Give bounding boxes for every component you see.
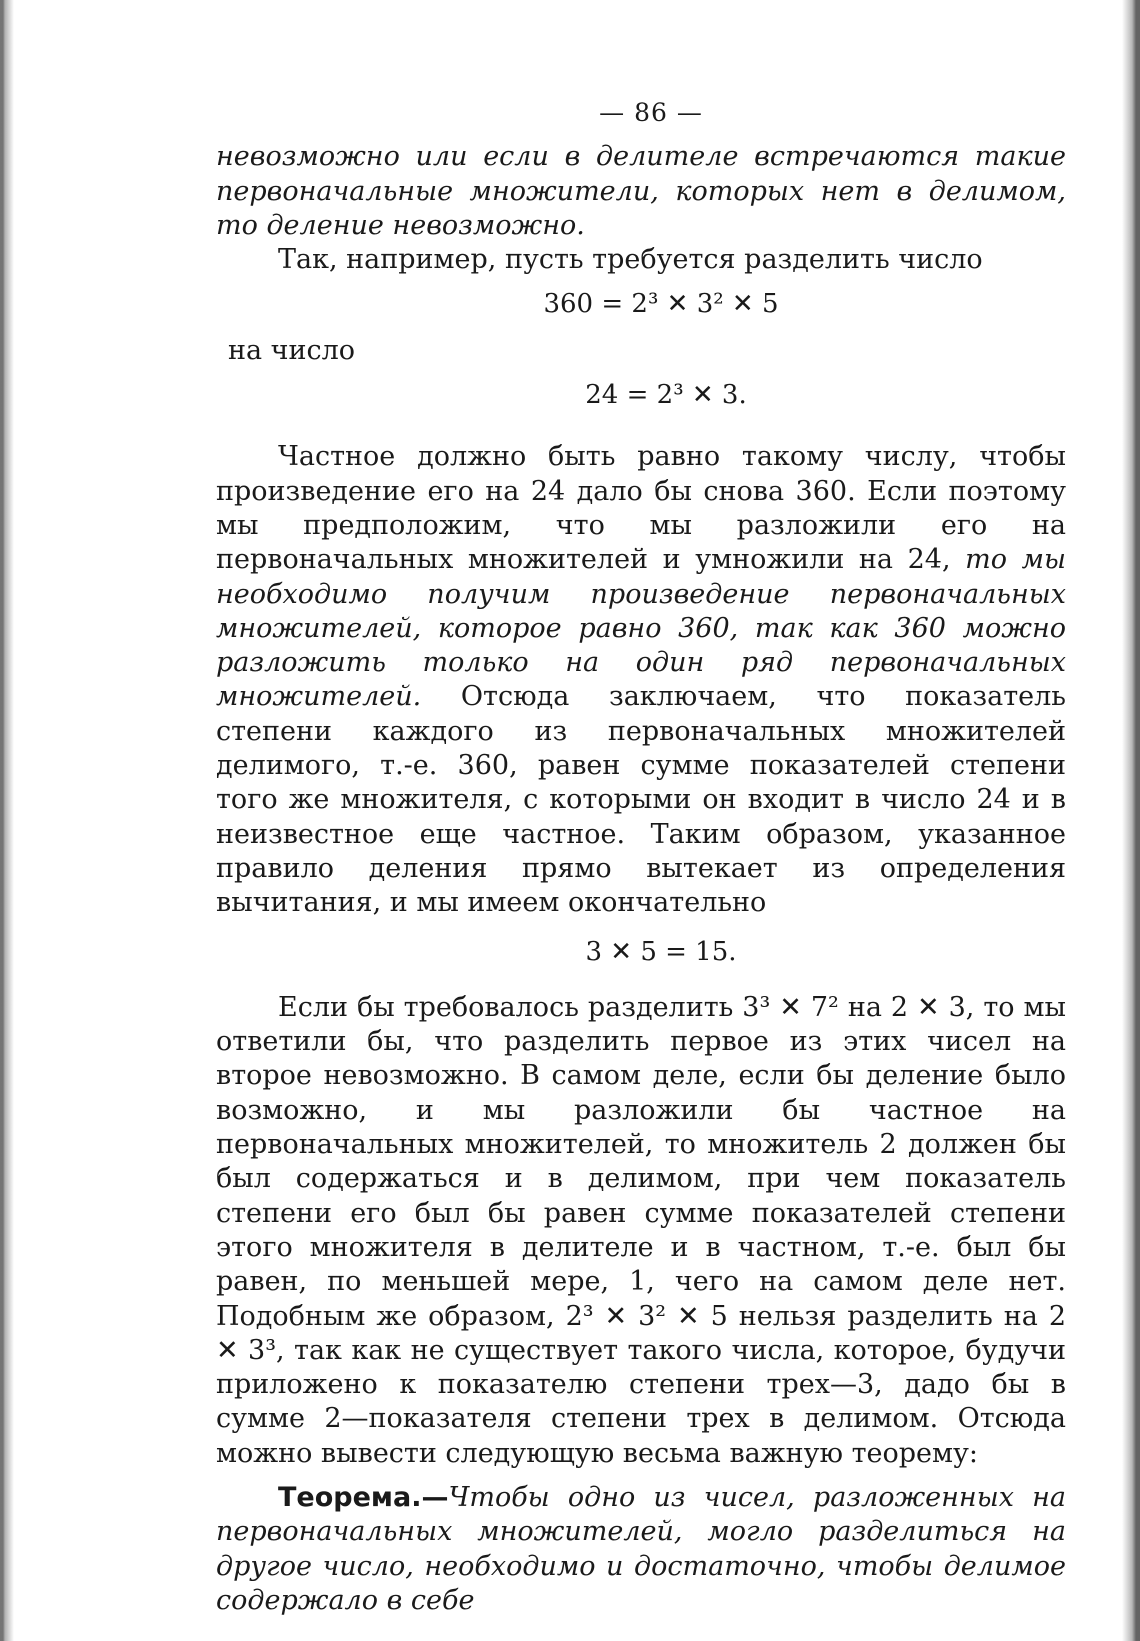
paragraph-quotient-tail: Отсюда заключаем, что показатель степени каждого из первоначальных множителей делимого, т.-е. 360, равен сумме показателей степени того же множителя, с которыми он входит в число 24 и в неизвестное еще частное. Таким образом, указанное правило деления прямо вытекает из определения вычитания, и мы имеем окончательно [216,681,1066,919]
paragraph-quotient [216,440,1066,920]
paragraph-quotient-italic: то мы необходимо получим произведение первоначальных множителей, которое равно 360, так как 360 можно разложить только на один ряд первоначальных множителей. [216,544,1066,713]
paragraph-quotient-normal: Частное должно быть равно такому числу, чтобы произведение его на 24 дало бы снова 360. Если поэтому мы предположим, что мы разложили его на первоначальных множителей и умножили на 24, [216,441,1066,576]
scan-edge-right [1122,0,1140,1641]
theorem-paragraph [216,1481,1066,1618]
page-number: — 86 — [599,98,703,127]
label-na-chislo: на число [228,334,356,366]
theorem-text: Чтобы одно из чисел, разложенных на первоначальных множителей, могло разделиться на другое число, необходимо и достаточно, чтобы делимое содержало в себе [216,1481,1066,1616]
theorem-label: Теорема.— [278,1481,449,1513]
paragraph-division-example: Если бы требовалось разделить 3³ ✕ 7² на 2 ✕ 3, то мы ответили бы, что разделить первое из этих чисел на второе невозможно. В самом деле, если бы деление было возможно, и мы разложили бы частное на первоначальных множителей, то множитель 2 должен бы был содержаться и в делимом, при чем показатель степени его был бы равен сумме показателей степени этого множителя в делителе и в частном, т.-е. был бы равен, по меньшей мере, 1, чего на самом деле нет. Подобным же образом, 2³ ✕ 3² ✕ 5 нельзя разделить на 2 ✕ 3³, так как не существует такого числа, которое, будучи приложено к показателю степени трех—3, дадо бы в сумме 2—показателя степени трех в делимом. Отсюда можно вывести следующую весьма важную теорему: [216,991,1066,1469]
formula-24: 24 = 2³ ✕ 3. [585,380,747,411]
scan-edge-left [0,0,14,1641]
example-intro: Так, например, пусть требуется разделить число [278,244,983,276]
book-page [216,96,1066,1618]
top-italic-paragraph: невозможно или если в делителе встречаются такие первоначальные множители, которых нет в делимом, то деление невозможно. [216,141,1066,241]
formula-15: 3 ✕ 5 = 15. [585,936,737,967]
formula-360: 360 = 2³ ✕ 3² ✕ 5 [543,289,779,320]
